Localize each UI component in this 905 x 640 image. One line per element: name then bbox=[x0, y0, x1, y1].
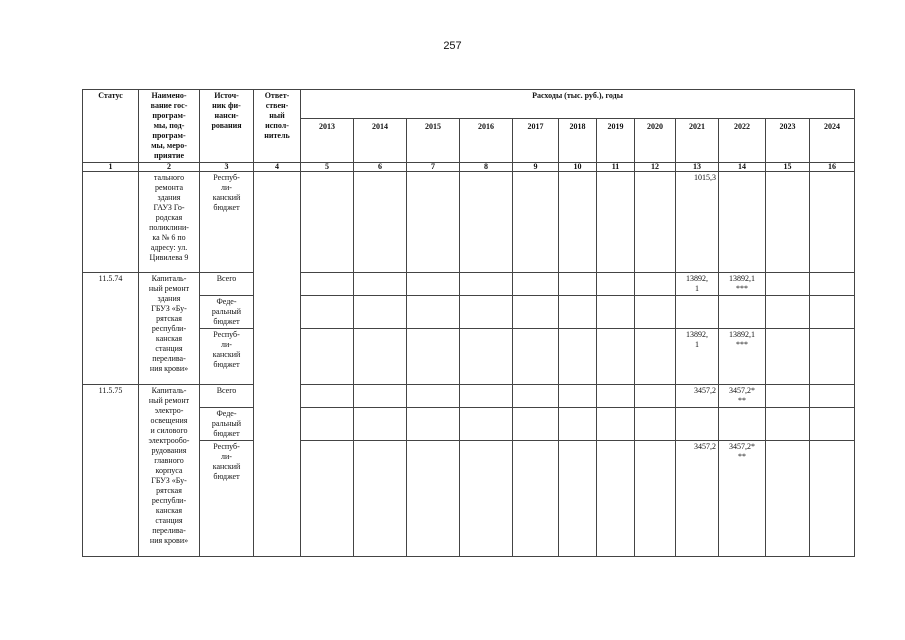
status-cell: 11.5.75 bbox=[83, 385, 139, 557]
value-cell bbox=[810, 296, 855, 329]
value-cell bbox=[354, 329, 407, 385]
value-cell bbox=[766, 408, 810, 441]
value-cell: 3457,2 bbox=[676, 385, 719, 408]
value-cell bbox=[513, 296, 559, 329]
value-cell bbox=[766, 172, 810, 273]
header-year: 2016 bbox=[460, 119, 513, 163]
value-cell: 3457,2* ** bbox=[719, 385, 766, 408]
value-cell bbox=[635, 329, 676, 385]
table-row bbox=[83, 273, 855, 296]
value-cell bbox=[676, 408, 719, 441]
column-number: 6 bbox=[354, 163, 407, 172]
header-source: Источ- ник фи- нанси- рования bbox=[200, 90, 254, 163]
value-cell bbox=[766, 296, 810, 329]
source-cell: Респуб- ли- канский бюджет bbox=[200, 172, 254, 273]
header-year: 2019 bbox=[597, 119, 635, 163]
value-cell bbox=[810, 172, 855, 273]
header-year: 2013 bbox=[301, 119, 354, 163]
header-year: 2024 bbox=[810, 119, 855, 163]
value-cell bbox=[301, 273, 354, 296]
value-cell bbox=[354, 273, 407, 296]
header-year: 2023 bbox=[766, 119, 810, 163]
value-cell bbox=[635, 408, 676, 441]
column-number: 4 bbox=[254, 163, 301, 172]
column-number: 12 bbox=[635, 163, 676, 172]
value-cell bbox=[810, 441, 855, 557]
value-cell bbox=[597, 385, 635, 408]
value-cell bbox=[635, 441, 676, 557]
header-expenses: Расходы (тыс. руб.), годы bbox=[301, 90, 855, 119]
source-cell: Феде- ральный бюджет bbox=[200, 408, 254, 441]
value-cell bbox=[460, 408, 513, 441]
column-number: 9 bbox=[513, 163, 559, 172]
header-year: 2014 bbox=[354, 119, 407, 163]
value-cell bbox=[635, 385, 676, 408]
value-cell bbox=[460, 273, 513, 296]
header-year: 2017 bbox=[513, 119, 559, 163]
value-cell bbox=[407, 385, 460, 408]
value-cell: 3457,2* ** bbox=[719, 441, 766, 557]
value-cell bbox=[513, 329, 559, 385]
header-row-1 bbox=[83, 90, 855, 119]
value-cell bbox=[559, 441, 597, 557]
value-cell bbox=[354, 441, 407, 557]
value-cell bbox=[460, 385, 513, 408]
value-cell bbox=[301, 385, 354, 408]
value-cell bbox=[810, 273, 855, 296]
value-cell: 13892,1 *** bbox=[719, 329, 766, 385]
value-cell: 3457,2 bbox=[676, 441, 719, 557]
value-cell bbox=[597, 408, 635, 441]
column-number: 16 bbox=[810, 163, 855, 172]
name-cell: Капиталь- ный ремонт электро- освещения и силового электрообо- рудования главного корпуса ГБУЗ «Бу- рятская республи- канская станция перелива- ния крови» bbox=[139, 385, 200, 557]
value-cell bbox=[354, 408, 407, 441]
executor-cell bbox=[254, 172, 301, 557]
value-cell bbox=[719, 172, 766, 273]
value-cell bbox=[354, 172, 407, 273]
header-executor: Ответ- ствен- ный испол- нитель bbox=[254, 90, 301, 163]
column-number: 2 bbox=[139, 163, 200, 172]
value-cell bbox=[301, 441, 354, 557]
value-cell bbox=[513, 172, 559, 273]
header-year: 2015 bbox=[407, 119, 460, 163]
value-cell bbox=[460, 329, 513, 385]
value-cell: 13892, 1 bbox=[676, 329, 719, 385]
column-number: 3 bbox=[200, 163, 254, 172]
value-cell bbox=[407, 172, 460, 273]
value-cell bbox=[513, 441, 559, 557]
value-cell bbox=[559, 172, 597, 273]
value-cell bbox=[513, 408, 559, 441]
source-cell: Всего bbox=[200, 273, 254, 296]
value-cell bbox=[597, 441, 635, 557]
value-cell bbox=[597, 172, 635, 273]
value-cell bbox=[354, 296, 407, 329]
value-cell bbox=[460, 172, 513, 273]
value-cell bbox=[559, 329, 597, 385]
value-cell bbox=[597, 296, 635, 329]
source-cell: Респуб- ли- канский бюджет bbox=[200, 329, 254, 385]
value-cell bbox=[719, 408, 766, 441]
value-cell bbox=[719, 296, 766, 329]
value-cell bbox=[810, 329, 855, 385]
table-row bbox=[83, 385, 855, 408]
header-year: 2020 bbox=[635, 119, 676, 163]
header-year: 2018 bbox=[559, 119, 597, 163]
value-cell bbox=[513, 273, 559, 296]
value-cell bbox=[460, 441, 513, 557]
header-name: Наимено- вание гос- програм- мы, под- програм- мы, меро- приятие bbox=[139, 90, 200, 163]
column-number: 15 bbox=[766, 163, 810, 172]
name-cell: Капиталь- ный ремонт здания ГБУЗ «Бу- рятская республи- канская станция перелива- ния крови» bbox=[139, 273, 200, 385]
value-cell bbox=[301, 408, 354, 441]
column-numbers-row bbox=[83, 163, 855, 172]
value-cell bbox=[766, 329, 810, 385]
value-cell: 1015,3 bbox=[676, 172, 719, 273]
header-status: Статус bbox=[83, 90, 139, 163]
value-cell bbox=[559, 385, 597, 408]
value-cell bbox=[635, 296, 676, 329]
value-cell bbox=[559, 408, 597, 441]
column-number: 8 bbox=[460, 163, 513, 172]
source-cell: Всего bbox=[200, 385, 254, 408]
header-year: 2022 bbox=[719, 119, 766, 163]
source-cell: Респуб- ли- канский бюджет bbox=[200, 441, 254, 557]
value-cell bbox=[810, 385, 855, 408]
value-cell bbox=[301, 329, 354, 385]
value-cell bbox=[301, 172, 354, 273]
status-cell: 11.5.74 bbox=[83, 273, 139, 385]
value-cell bbox=[766, 273, 810, 296]
value-cell bbox=[559, 273, 597, 296]
value-cell bbox=[810, 408, 855, 441]
name-cell: тального ремонта здания ГАУЗ Го- родская поликлини- ка № 6 по адресу: ул. Цивилева 9 bbox=[139, 172, 200, 273]
column-number: 7 bbox=[407, 163, 460, 172]
column-number: 11 bbox=[597, 163, 635, 172]
value-cell bbox=[513, 385, 559, 408]
value-cell bbox=[301, 296, 354, 329]
status-cell bbox=[83, 172, 139, 273]
column-number: 10 bbox=[559, 163, 597, 172]
source-cell: Феде- ральный бюджет bbox=[200, 296, 254, 329]
header-year: 2021 bbox=[676, 119, 719, 163]
expenses-table bbox=[82, 89, 855, 557]
table-row bbox=[83, 172, 855, 273]
column-number: 5 bbox=[301, 163, 354, 172]
value-cell bbox=[407, 408, 460, 441]
column-number: 14 bbox=[719, 163, 766, 172]
value-cell bbox=[676, 296, 719, 329]
value-cell bbox=[354, 385, 407, 408]
value-cell bbox=[407, 273, 460, 296]
value-cell: 13892, 1 bbox=[676, 273, 719, 296]
value-cell: 13892,1 *** bbox=[719, 273, 766, 296]
value-cell bbox=[766, 441, 810, 557]
value-cell bbox=[635, 273, 676, 296]
value-cell bbox=[559, 296, 597, 329]
value-cell bbox=[407, 329, 460, 385]
value-cell bbox=[407, 441, 460, 557]
value-cell bbox=[597, 273, 635, 296]
value-cell bbox=[766, 385, 810, 408]
column-number: 1 bbox=[83, 163, 139, 172]
page-number: 257 bbox=[443, 40, 462, 52]
value-cell bbox=[635, 172, 676, 273]
value-cell bbox=[407, 296, 460, 329]
value-cell bbox=[460, 296, 513, 329]
value-cell bbox=[597, 329, 635, 385]
column-number: 13 bbox=[676, 163, 719, 172]
